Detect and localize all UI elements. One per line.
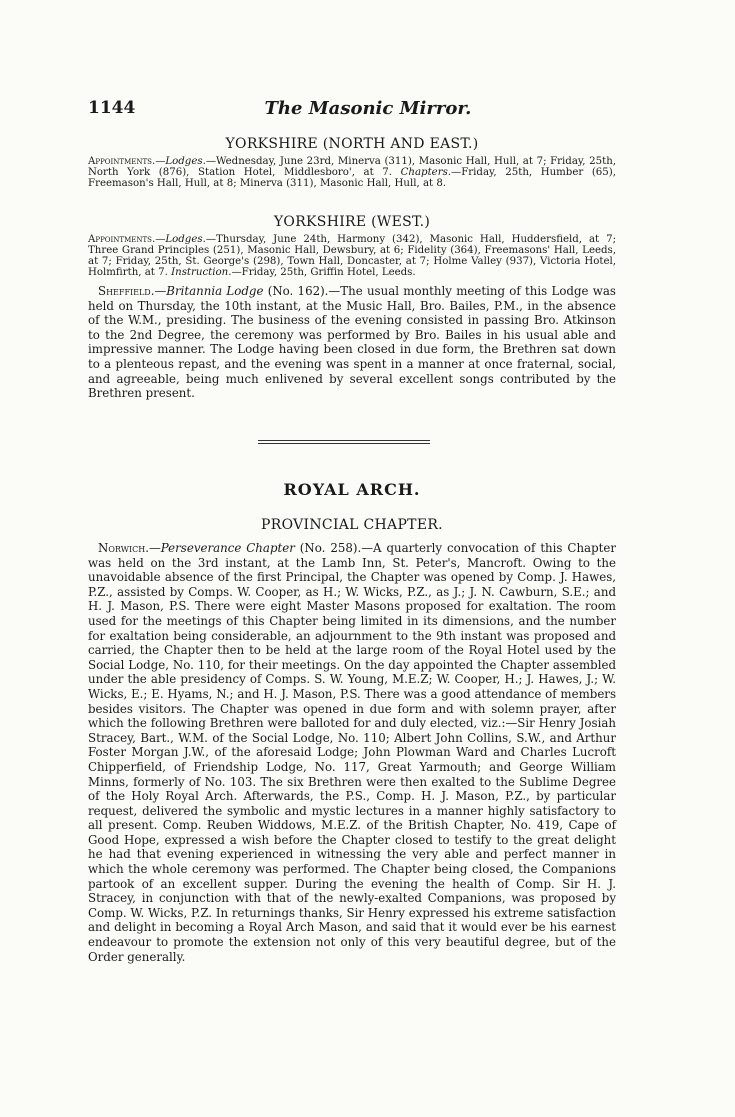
chapter-name: —Perseverance Chapter xyxy=(148,541,295,555)
running-head xyxy=(88,98,648,124)
section-heading: YORKSHIRE (NORTH AND EAST.) xyxy=(225,136,479,152)
norwich-report xyxy=(88,541,616,964)
appointments-paragraph xyxy=(88,156,616,189)
report-text: (No. 162).—The usual monthly meeting of this Lodge was held on Thursday, the 10th instant, at the Music Hall, Bro. Bailes, P.M., in the absence of the W.M., presiding. The business of the evening consisted in passing Bro. Atkinson to the 2nd Degree, the ceremony was performed by Bro. Bailes in his usual able and impressive manner. The Lodge having been closed in due form, the Brethren sat down to a plenteous repast, and the evening was spent in a manner at once fraternal, social, and agreeable, being much enlivened by several excellent songs contributed by the Brethren present. xyxy=(88,284,616,401)
section-divider xyxy=(258,440,430,444)
appointments-text-2: —Friday, 25th, Griffin Hotel, Leeds. xyxy=(231,267,416,278)
section-royal-arch xyxy=(88,480,616,964)
appointments-label: Appointments. xyxy=(88,156,156,167)
lodges-label: —Lodges. xyxy=(155,156,206,167)
lodges-label: —Lodges. xyxy=(155,234,206,245)
page-number: 1144 xyxy=(88,98,136,118)
appointments-text-2: —Friday, 25th, Humber (65), Freemason's Hall, Hull, at 8; Minerva (311), Masonic Hall, Hull, at 8. xyxy=(88,167,616,189)
appointments-label: Appointments. xyxy=(88,234,156,245)
lodge-name: —Britannia Lodge xyxy=(154,284,264,298)
appointments-paragraph xyxy=(88,234,616,278)
section-yorkshire-west xyxy=(88,214,616,401)
report-text: (No. 258).—A quarterly convocation of this Chapter was held on the 3rd instant, at the Lamb Inn, St. Peter's, Mancroft. Owing to the unavoidable absence of the first Principal, the Chapter was opened by Comp. J. Hawes, P.Z., assisted by Comps. W. Cooper, as H.; W. Wicks, P.Z., as J.; J. N. Cawburn, S.E.; and H. J. Mason, P.S. There were eight Master Masons proposed for exaltation. The room used for the meetings of this Chapter being limited in its dimensions, and the number for exaltation being considerable, an adjournment to the 9th instant was proposed and carried, the Chapter then to be held at the large room of the Royal Hotel used by the Social Lodge, No. 110, for their meetings. On the day appointed the Chapter assembled under the able presidency of Comps. S. W. Young, M.E.Z; W. Cooper, H.; J. Hawes, J.; W. Wicks, E.; E. Hyams, N.; and H. J. Mason, P.S. There was a good attendance of members besides visitors. The Chapter was opened in due form and with solemn prayer, after which the following Brethren were balloted for and duly elected, viz.:—Sir Henry Josiah Stracey, Bart., W.M. of the Social Lodge, No. 110; Albert John Collins, S.W., and Arthur Foster Morgan J.W., of the aforesaid Lodge; John Plowman Ward and Charles Lucroft Chipperfield, of Friendship Lodge, No. 117, Great Yarmouth; and George William Minns, formerly of No. 103. The six Brethren were then exalted to the Sublime Degree of the Holy Royal Arch. Afterwards, the P.S., Comp. H. J. Mason, P.Z., by particular request, delivered the symbolic and mystic lectures in a manner highly satisfactory to all present. Comp. Reuben Widdows, M.E.Z. of the British Chapter, No. 419, Cape of Good Hope, expressed a wish before the Chapter closed to testify to the great delight he had that evening experienced in witnessing the very able and perfect manner in which the whole ceremony was performed. The Chapter being closed, the Companions partook of an excellent supper. During the evening the health of Comp. Sir H. J. Stracey, in conjunction with that of the newly-exalted Companions, was proposed by Comp. W. Wicks, P.Z. In returnings thanks, Sir Henry expressed his extreme satisfaction and delight in becoming a Royal Arch Mason, and said that it would ever be his earnest endeavour to promote the extension not only of this very beautiful degree, but of the Order generally. xyxy=(88,541,616,964)
section-heading: YORKSHIRE (WEST.) xyxy=(273,214,431,230)
sheffield-report xyxy=(88,284,616,401)
place-label: Norwich. xyxy=(98,541,149,555)
instruction-label: Instruction. xyxy=(171,267,232,278)
sub-heading: PROVINCIAL CHAPTER. xyxy=(261,517,443,533)
appointments-text: —Thursday, June 24th, Harmony (342), Masonic Hall, Huddersfield, at 7; Three Grand Principles (251), Masonic Hall, Dewsbury, at 6; Fidelity (364), Freemasons' Hall, Leeds, at 7; Friday, 25th, St. George's (298), Town Hall, Doncaster, at 7; Holme Valley (937), Victoria Hotel, Holmfirth, at 7. xyxy=(88,234,616,278)
journal-title: The Masonic Mirror. xyxy=(264,98,472,119)
section-yorkshire-north-east xyxy=(88,136,616,189)
chapters-label: Chapters. xyxy=(400,167,452,178)
place-label: Sheffield. xyxy=(98,284,155,298)
section-heading: ROYAL ARCH. xyxy=(283,480,421,499)
appointments-text: —Wednesday, June 23rd, Minerva (311), Masonic Hall, Hull, at 7; Friday, 25th, North York (876), Station Hotel, Middlesboro', at 7. xyxy=(88,156,616,178)
